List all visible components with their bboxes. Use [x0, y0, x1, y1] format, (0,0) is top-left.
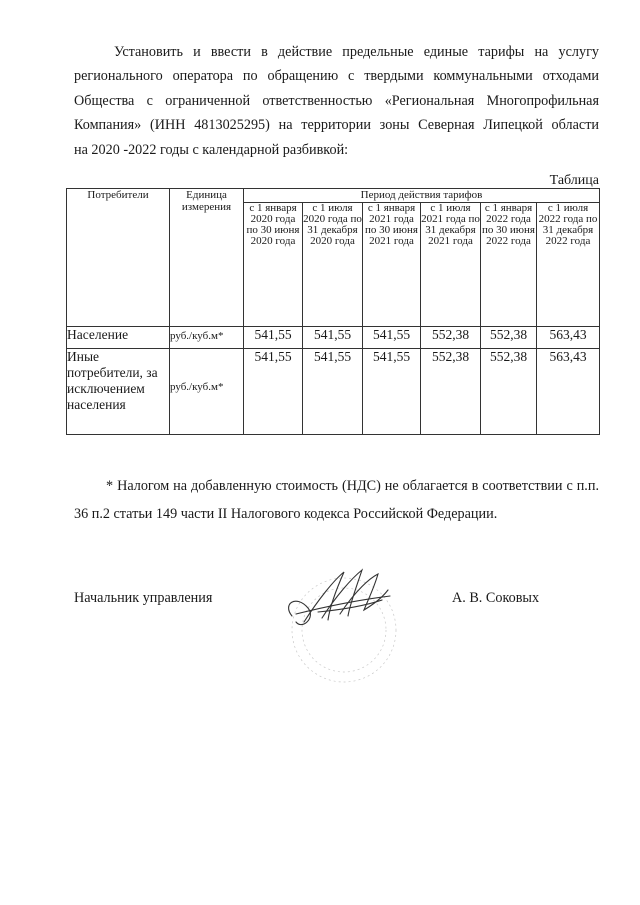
period-cell: с 1 июля 2021 года по 31 декабря 2021 года [421, 203, 481, 327]
unit-cell: руб./куб.м* [170, 327, 244, 349]
value-cell: 541,55 [363, 349, 421, 435]
table-row [67, 349, 600, 435]
signature-stamp-image [278, 560, 408, 690]
consumer-cell: Население [67, 327, 170, 349]
intro-line: Установить и ввести в действие предельные единые тарифы на услугу [114, 44, 599, 60]
value-cell: 552,38 [421, 349, 481, 435]
period-cell: с 1 июля 2020 года по 31 декабря 2020 года [303, 203, 363, 327]
footnote: * Налогом на добавленную стоимость (НДС) не облагается в соответствии с п.п. 36 п.2 статьи 149 части II Налогового кодекса Российской Федерации. [74, 478, 599, 522]
period-cell: с 1 июля 2022 года по 31 декабря 2022 года [537, 203, 600, 327]
value-cell: 552,38 [421, 327, 481, 349]
tariff-table [66, 188, 600, 435]
signer-name: А. В. Соковых [452, 590, 540, 606]
header-consumers: Потребители [67, 189, 170, 327]
value-cell: 552,38 [481, 349, 537, 435]
value-cell: 541,55 [303, 349, 363, 435]
value-cell: 541,55 [363, 327, 421, 349]
table-caption: Таблица [549, 173, 599, 188]
value-cell: 563,43 [537, 349, 600, 435]
value-cell: 552,38 [481, 327, 537, 349]
period-cell: с 1 января 2022 года по 30 июня 2022 года [481, 203, 537, 327]
consumer-cell: Иные потребители, за исключением населения [67, 349, 170, 435]
intro-line: Общества с ограниченной ответственностью «Региональная Многопрофильная [74, 92, 599, 109]
value-cell: 541,55 [244, 327, 303, 349]
header-period: Период действия тарифов [244, 189, 600, 203]
value-cell: 541,55 [303, 327, 363, 349]
value-cell: 541,55 [244, 349, 303, 435]
intro-line: Компания» (ИНН 4813025295) на территории зоны Северная Липецкой области [74, 117, 599, 134]
signer-title: Начальник управления [74, 590, 213, 606]
header-unit: Единица измерения [170, 189, 244, 327]
value-cell: 563,43 [537, 327, 600, 349]
intro-line: на 2020 -2022 годы с календарной разбивкой: [74, 141, 349, 158]
intro-paragraph [74, 40, 599, 162]
intro-line: регионального оператора по обращению с твердыми коммунальными отходами [74, 68, 599, 85]
period-cell: с 1 января 2020 года по 30 июня 2020 года [244, 203, 303, 327]
unit-cell: руб./куб.м* [170, 349, 244, 435]
period-cell: с 1 января 2021 года по 30 июня 2021 года [363, 203, 421, 327]
table-row [67, 327, 600, 349]
